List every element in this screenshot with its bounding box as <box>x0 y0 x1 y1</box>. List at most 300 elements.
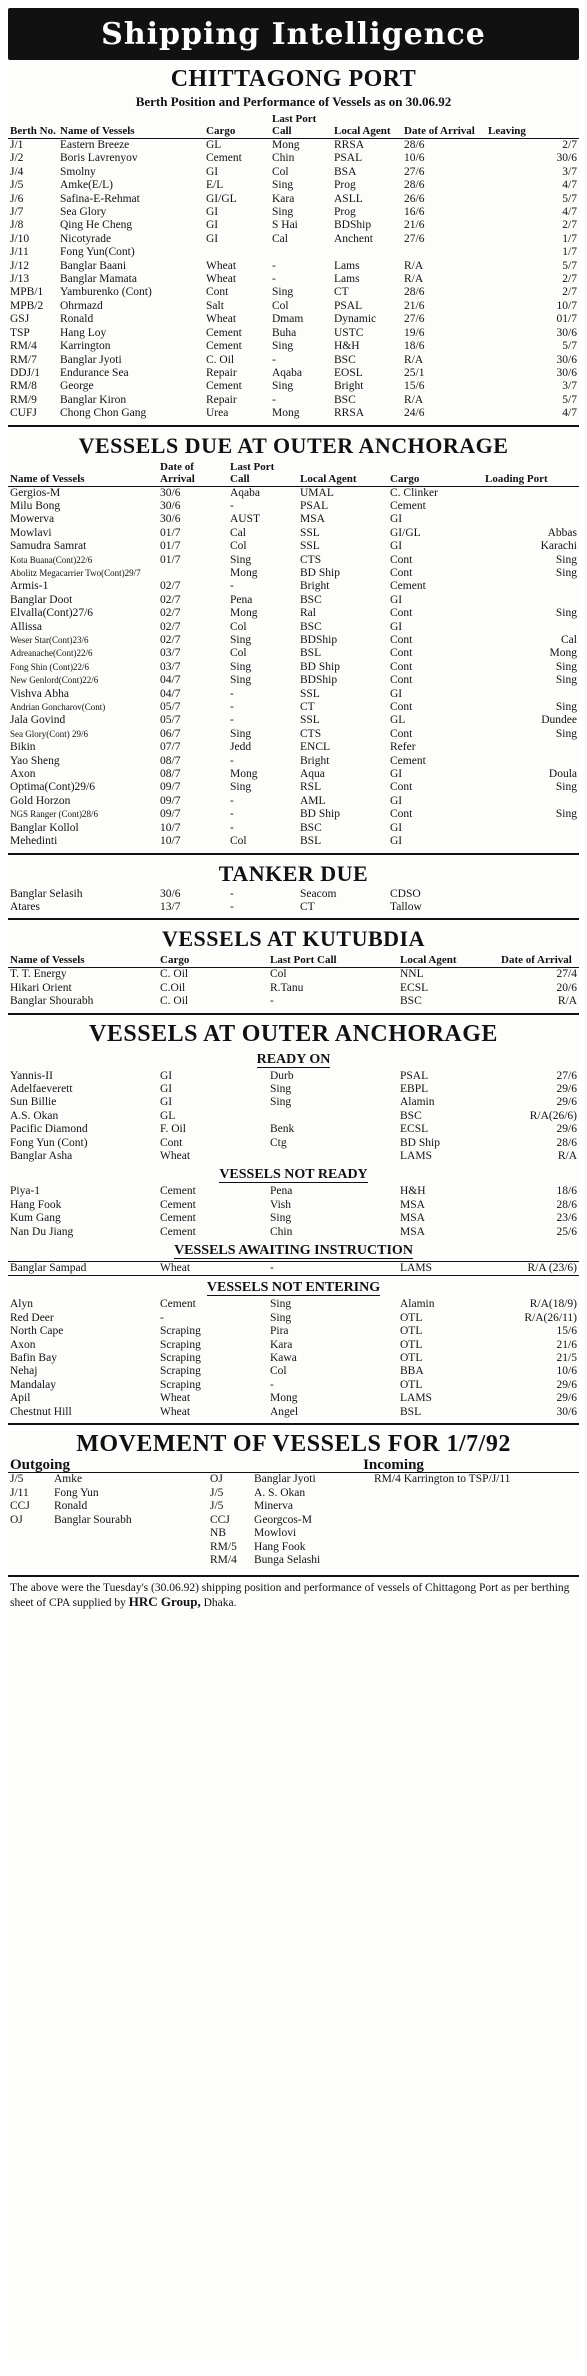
table-cell: BD Ship <box>400 1136 440 1149</box>
table-cell: 28/6 <box>404 286 425 299</box>
table-cell: Alamin <box>400 1096 435 1109</box>
table-cell: BSC <box>334 353 356 366</box>
table-cell: RM/9 <box>10 393 37 406</box>
table-cell: Col <box>272 165 289 178</box>
table-cell: R/A(26/11) <box>524 1311 577 1324</box>
table-cell: OTL <box>400 1338 423 1351</box>
table-cell: 02/7 <box>160 580 181 593</box>
table-cell: Fong Yun (Cont) <box>10 1136 88 1149</box>
table-cell: Col <box>230 540 247 553</box>
table-cell <box>8 1527 52 1540</box>
table-cell <box>483 621 579 634</box>
table-cell: Pena <box>270 1185 293 1198</box>
table-cell: R/A <box>404 393 424 406</box>
table-row <box>8 394 579 407</box>
table-cell: Hang Fook <box>254 1540 306 1553</box>
table-cell: Sing <box>272 380 294 393</box>
table-cell: RM/4 Karrington to TSP/J/11 <box>374 1473 511 1486</box>
table-row <box>8 647 579 660</box>
table-cell: - <box>230 714 234 727</box>
table-cell <box>483 741 579 754</box>
table-cell: AML <box>300 794 326 807</box>
table-cell <box>52 1541 208 1554</box>
table-cell <box>372 1514 579 1527</box>
table-cell: Mong <box>230 607 258 620</box>
table-cell: GI <box>390 513 403 526</box>
table-cell: BBA <box>400 1365 424 1378</box>
table-cell <box>268 1150 398 1163</box>
table-cell: J/5 <box>210 1486 224 1499</box>
table-cell: 27/6 <box>404 313 425 326</box>
section-divider <box>8 918 579 920</box>
table-cell: CTS <box>300 727 322 740</box>
table-cell: Pena <box>230 593 253 606</box>
table-cell: C.Oil <box>160 981 186 994</box>
table-cell: Optima(Cont)29/6 <box>10 781 95 794</box>
table-cell: New Genlord(Cont)22/6 <box>10 675 99 686</box>
table-cell: Mandalay <box>10 1378 56 1391</box>
table-cell: 03/7 <box>160 660 181 673</box>
table-cell: Col <box>272 299 289 312</box>
table-cell: - <box>272 259 276 272</box>
table-cell: 21/5 <box>556 1352 577 1365</box>
section-divider <box>8 1013 579 1015</box>
banner-title: Shipping Intelligence <box>8 8 579 60</box>
table-cell: BSA <box>334 165 357 178</box>
section-divider <box>8 425 579 427</box>
table-cell: GL <box>206 139 222 151</box>
table-row <box>8 327 579 340</box>
table-cell: Banglar Selasih <box>10 887 83 900</box>
table-cell: BSC <box>300 821 322 834</box>
table-cell: GI <box>390 593 403 606</box>
awaiting-title: VESSELS AWAITING INSTRUCTION <box>174 1243 413 1258</box>
table-cell <box>372 1554 579 1567</box>
table-cell: GI <box>390 821 403 834</box>
table-cell <box>483 688 579 701</box>
table-cell: 30/6 <box>160 887 181 900</box>
table-cell: BDShip <box>334 219 372 232</box>
table-cell: Georgcos-M <box>254 1513 312 1526</box>
table-cell: SSL <box>300 526 320 539</box>
table-row <box>8 1379 579 1392</box>
table-cell: BSC <box>300 620 322 633</box>
table-row <box>8 580 579 593</box>
table-cell: USTC <box>334 326 364 339</box>
column-header: Name of Vessels <box>60 125 135 137</box>
table-cell: - <box>270 1378 274 1391</box>
table-cell: - <box>230 794 234 807</box>
table-cell: Cont <box>206 286 229 299</box>
table-cell: 18/6 <box>404 340 425 353</box>
table-cell: 30/6 <box>556 152 577 165</box>
table-cell: 30/6 <box>160 513 181 526</box>
table-cell: MPB/1 <box>10 286 44 299</box>
table-cell: Kara <box>272 192 295 205</box>
table-cell: Aqaba <box>230 486 261 499</box>
table-cell: 19/6 <box>404 326 425 339</box>
table-cell: Sing <box>555 660 577 673</box>
table-cell: ECSL <box>400 981 429 994</box>
table-cell: Salt <box>206 299 224 312</box>
table-row <box>8 888 579 901</box>
table-cell: 20/6 <box>556 981 577 994</box>
table-cell: 10/6 <box>556 1365 577 1378</box>
table-cell: Chestnut Hill <box>10 1405 72 1418</box>
table-cell: OTL <box>400 1378 423 1391</box>
table-cell: CT <box>300 701 315 714</box>
column-header: Cargo <box>206 125 236 137</box>
table-cell: Scraping <box>160 1365 201 1378</box>
table-cell: CUFJ <box>10 407 37 420</box>
table-cell: Wheat <box>206 259 237 272</box>
table-cell: GI <box>390 620 403 633</box>
table-cell: C. Clinker <box>390 486 438 499</box>
table-cell: Kawa <box>270 1352 297 1365</box>
table-cell: Refer <box>390 741 416 754</box>
table-cell: 08/7 <box>160 754 181 767</box>
table-cell: H&H <box>400 1185 426 1198</box>
table-cell: - <box>230 754 234 767</box>
table-row <box>8 179 579 192</box>
table-cell: Endurance Sea <box>60 366 129 379</box>
table-row <box>8 621 579 634</box>
table-row <box>8 486 579 500</box>
table-cell: J/7 <box>10 206 24 219</box>
table-cell: Cal <box>561 634 577 646</box>
table-row <box>8 1514 579 1527</box>
table-cell: Scraping <box>160 1378 201 1391</box>
table-cell: GSJ <box>10 313 30 326</box>
table-row <box>8 1137 579 1150</box>
table-cell: Cont <box>390 607 413 620</box>
table-cell: - <box>270 995 274 1008</box>
table-cell: - <box>230 687 234 700</box>
due-title: VESSELS DUE AT OUTER ANCHORAGE <box>78 432 509 458</box>
table-cell: 21/6 <box>404 219 425 232</box>
table-row <box>8 1541 579 1554</box>
table-cell: GI <box>160 1082 173 1095</box>
table-cell: Dundee <box>541 714 577 727</box>
table-cell: 2/7 <box>562 286 577 299</box>
table-cell: Mowerva <box>10 513 55 526</box>
table-row <box>8 340 579 353</box>
table-cell: Qing He Cheng <box>60 219 133 232</box>
column-header: Name of Vessels <box>10 954 85 967</box>
table-cell: R/A <box>404 353 424 366</box>
table-cell: EOSL <box>334 366 363 379</box>
table-cell: Jedd <box>230 741 252 754</box>
table-cell: 27/6 <box>404 232 425 245</box>
table-cell: - <box>230 821 234 834</box>
table-cell: SSL <box>300 687 320 700</box>
tanker-title: TANKER DUE <box>218 860 369 886</box>
table-cell: Sing <box>230 660 252 673</box>
table-cell: Cont <box>390 781 413 794</box>
table-cell: 23/6 <box>556 1212 577 1225</box>
table-cell: Ohrmazd <box>60 299 103 312</box>
table-cell: Seacom <box>300 887 337 900</box>
table-cell: RM/8 <box>10 380 37 393</box>
table-row <box>8 1070 579 1083</box>
table-cell: MSA <box>400 1225 425 1238</box>
table-row <box>8 513 579 526</box>
table-cell: 09/7 <box>160 808 181 821</box>
table-row <box>8 260 579 273</box>
column-header: Name of Vessels <box>10 472 85 485</box>
table-cell: 28/6 <box>556 1198 577 1211</box>
table-cell <box>372 1527 579 1540</box>
table-cell: 29/6 <box>556 1378 577 1391</box>
table-cell: Sing <box>230 553 252 566</box>
table-cell: Atares <box>10 900 41 913</box>
table-cell: Jala Govind <box>10 714 66 727</box>
awaiting-table <box>8 1261 579 1276</box>
table-row <box>8 1325 579 1338</box>
table-cell: 2/7 <box>562 273 577 286</box>
table-cell: GI/GL <box>206 192 237 205</box>
table-cell: Weser Star(Cont)23/6 <box>10 635 89 645</box>
table-cell: 26/6 <box>404 192 425 205</box>
table-row <box>8 527 579 540</box>
table-cell: R/A <box>404 273 424 286</box>
table-cell: Cont <box>390 660 413 673</box>
table-cell: 3/7 <box>562 165 577 178</box>
table-cell: Red Deer <box>10 1311 54 1324</box>
footer-city: Dhaka. <box>203 1597 237 1610</box>
table-row <box>8 768 579 781</box>
table-cell: Lams <box>334 259 360 272</box>
column-header: Local Agent <box>300 472 357 485</box>
table-row <box>8 540 579 553</box>
section-divider <box>8 853 579 855</box>
table-row <box>8 152 579 165</box>
column-header: Date of Arrival <box>404 125 475 137</box>
column-header: Local Agent <box>334 125 391 137</box>
table-cell: 30/6 <box>160 499 181 512</box>
table-cell: 30/6 <box>556 366 577 379</box>
table-cell: AUST <box>230 513 261 526</box>
table-cell: Vishva Abha <box>10 687 70 700</box>
table-cell: Adreanache(Cont)22/6 <box>10 648 93 659</box>
table-cell: 15/6 <box>404 380 425 393</box>
table-cell: Milu Bong <box>10 499 61 512</box>
table-cell: Karachi <box>540 540 577 553</box>
table-cell: PSAL <box>300 499 329 512</box>
table-cell <box>52 1554 208 1567</box>
table-cell: 04/7 <box>160 687 181 700</box>
table-cell: 30/6 <box>556 353 577 366</box>
column-header: Local Agent <box>400 954 457 967</box>
footer-text: The above were the Tuesday's (30.06.92) shipping position and performance of vessels of Chittagong Port as per berthing sheet of CPA supplied by <box>10 1582 570 1610</box>
table-cell: Bunga Selashi <box>254 1553 321 1566</box>
table-cell: Andrian Goncharov(Cont) <box>10 702 106 713</box>
table-cell: Angel <box>270 1405 299 1418</box>
table-cell: RM/4 <box>210 1553 237 1566</box>
table-cell <box>483 486 579 500</box>
table-cell: BD Ship <box>300 660 340 673</box>
table-cell: 1/7 <box>562 246 577 259</box>
table-cell: Mong <box>230 768 258 781</box>
table-cell: Abbas <box>547 526 577 539</box>
table-cell: Safina-E-Rehmat <box>60 192 140 205</box>
table-cell: Sing <box>270 1298 292 1311</box>
table-cell: Sing <box>555 553 577 566</box>
table-cell: Aqaba <box>272 366 303 379</box>
table-cell: J/11 <box>10 246 29 259</box>
table-cell: 5/7 <box>562 340 577 353</box>
table-cell: R/A <box>404 259 424 272</box>
port-title: CHITTAGONG PORT <box>170 66 417 92</box>
table-cell: J/4 <box>10 165 24 178</box>
table-cell <box>483 580 579 593</box>
table-cell <box>483 500 579 513</box>
table-cell: Dmam <box>272 313 304 326</box>
table-cell: Apil <box>10 1392 31 1405</box>
table-cell: R/A(18/9) <box>529 1298 577 1311</box>
table-row <box>8 607 579 620</box>
movement-title: MOVEMENT OF VESSELS FOR 1/7/92 <box>76 1431 511 1458</box>
tanker-table <box>8 888 579 915</box>
table-row <box>8 701 579 714</box>
table-row <box>8 901 579 914</box>
table-cell: 3/7 <box>562 380 577 393</box>
table-row <box>8 1150 579 1163</box>
table-row <box>8 634 579 647</box>
not-ready-title: VESSELS NOT READY <box>219 1167 368 1183</box>
table-cell: Banglar Asha <box>10 1149 73 1162</box>
table-cell: Cement <box>160 1185 196 1198</box>
table-cell: Sun Billie <box>10 1096 57 1109</box>
table-row <box>8 822 579 835</box>
table-cell: Ronald <box>60 313 94 326</box>
table-row <box>8 1262 579 1276</box>
table-cell: Chin <box>270 1225 293 1238</box>
table-cell: Doula <box>548 768 577 781</box>
table-cell: Col <box>270 968 287 981</box>
table-cell: 07/7 <box>160 741 181 754</box>
table-cell: 25/6 <box>556 1225 577 1238</box>
table-cell: Mong <box>230 566 258 579</box>
table-row <box>8 728 579 741</box>
table-cell: BD Ship <box>300 566 340 579</box>
table-cell: Prog <box>334 179 356 192</box>
table-cell: 29/6 <box>556 1082 577 1095</box>
table-cell: F. Oil <box>160 1123 186 1136</box>
table-cell: H&H <box>334 340 360 353</box>
table-cell: Col <box>270 1365 287 1378</box>
table-cell: 27/4 <box>556 968 577 981</box>
table-cell: 10/7 <box>160 821 181 834</box>
table-cell: E/L <box>206 179 224 192</box>
table-cell: Mowlavi <box>10 526 52 539</box>
table-cell: Cal <box>230 526 246 539</box>
table-cell: BSL <box>300 647 322 660</box>
table-cell: Banglar Kiron <box>60 393 127 406</box>
table-cell: 30/6 <box>556 1405 577 1418</box>
table-cell: 16/6 <box>404 206 425 219</box>
table-cell: 13/7 <box>160 900 181 913</box>
table-cell: SSL <box>300 714 320 727</box>
table-cell: J/13 <box>10 273 30 286</box>
table-cell: Repair <box>206 366 237 379</box>
table-cell: 02/7 <box>160 607 181 620</box>
table-cell: BSC <box>334 393 356 406</box>
table-row <box>8 1487 579 1500</box>
table-cell: Gold Horzon <box>10 794 71 807</box>
table-cell: Col <box>230 835 247 848</box>
table-cell: Banglar Jyoti <box>254 1473 316 1486</box>
table-cell: Cement <box>390 499 426 512</box>
table-cell: Bright <box>300 580 330 593</box>
table-cell: Ral <box>300 607 316 620</box>
table-cell: ECSL <box>400 1123 429 1136</box>
table-cell: RSL <box>300 781 322 794</box>
table-row <box>8 300 579 313</box>
table-row <box>8 1473 579 1487</box>
table-cell: Mehedinti <box>10 835 58 848</box>
table-cell: Cont <box>390 674 413 687</box>
table-cell: - <box>160 1311 164 1324</box>
table-cell: R/A (23/6) <box>527 1262 577 1274</box>
table-cell: J/12 <box>10 259 30 272</box>
table-cell: BDShip <box>300 674 338 687</box>
table-cell: OTL <box>400 1352 423 1365</box>
table-cell: Cement <box>206 152 242 165</box>
table-cell: Tallow <box>390 900 422 913</box>
table-cell: 15/6 <box>556 1325 577 1338</box>
table-cell: 06/7 <box>160 727 181 740</box>
not-ready-table <box>8 1185 579 1239</box>
table-cell: Cement <box>160 1198 196 1211</box>
table-row <box>8 193 579 206</box>
table-cell: 18/6 <box>556 1185 577 1198</box>
table-row <box>8 674 579 687</box>
table-cell: Sing <box>272 340 294 353</box>
table-cell: 21/6 <box>556 1338 577 1351</box>
table-cell: Scraping <box>160 1325 201 1338</box>
table-cell: R.Tanu <box>270 981 304 994</box>
table-cell: Cont <box>390 727 413 740</box>
table-cell: 09/7 <box>160 781 181 794</box>
table-cell: - <box>230 808 234 821</box>
table-cell: Gergios-M <box>10 486 61 499</box>
table-cell <box>372 1487 579 1500</box>
table-cell: 29/6 <box>556 1096 577 1109</box>
table-row <box>8 354 579 367</box>
table-cell: BDShip <box>300 634 338 646</box>
table-cell: BD Ship <box>300 808 340 821</box>
table-cell: A. S. Okan <box>254 1486 306 1499</box>
table-cell <box>268 1110 398 1123</box>
table-cell: Cont <box>390 701 413 714</box>
table-cell: CT <box>334 286 349 299</box>
table-cell: Anchent <box>334 232 373 245</box>
table-cell: J/5 <box>10 1473 24 1486</box>
table-row <box>8 1083 579 1096</box>
table-cell: Sing <box>272 179 294 192</box>
table-row <box>8 781 579 794</box>
table-cell: Banglar Doot <box>10 593 73 606</box>
table-cell <box>402 246 486 259</box>
table-cell: OTL <box>400 1311 423 1324</box>
table-cell: GI <box>390 794 403 807</box>
table-cell: Wheat <box>160 1405 191 1418</box>
table-row <box>8 1185 579 1198</box>
table-cell: Bikin <box>10 741 36 754</box>
movement-table <box>8 1459 579 1567</box>
table-row <box>8 1365 579 1378</box>
